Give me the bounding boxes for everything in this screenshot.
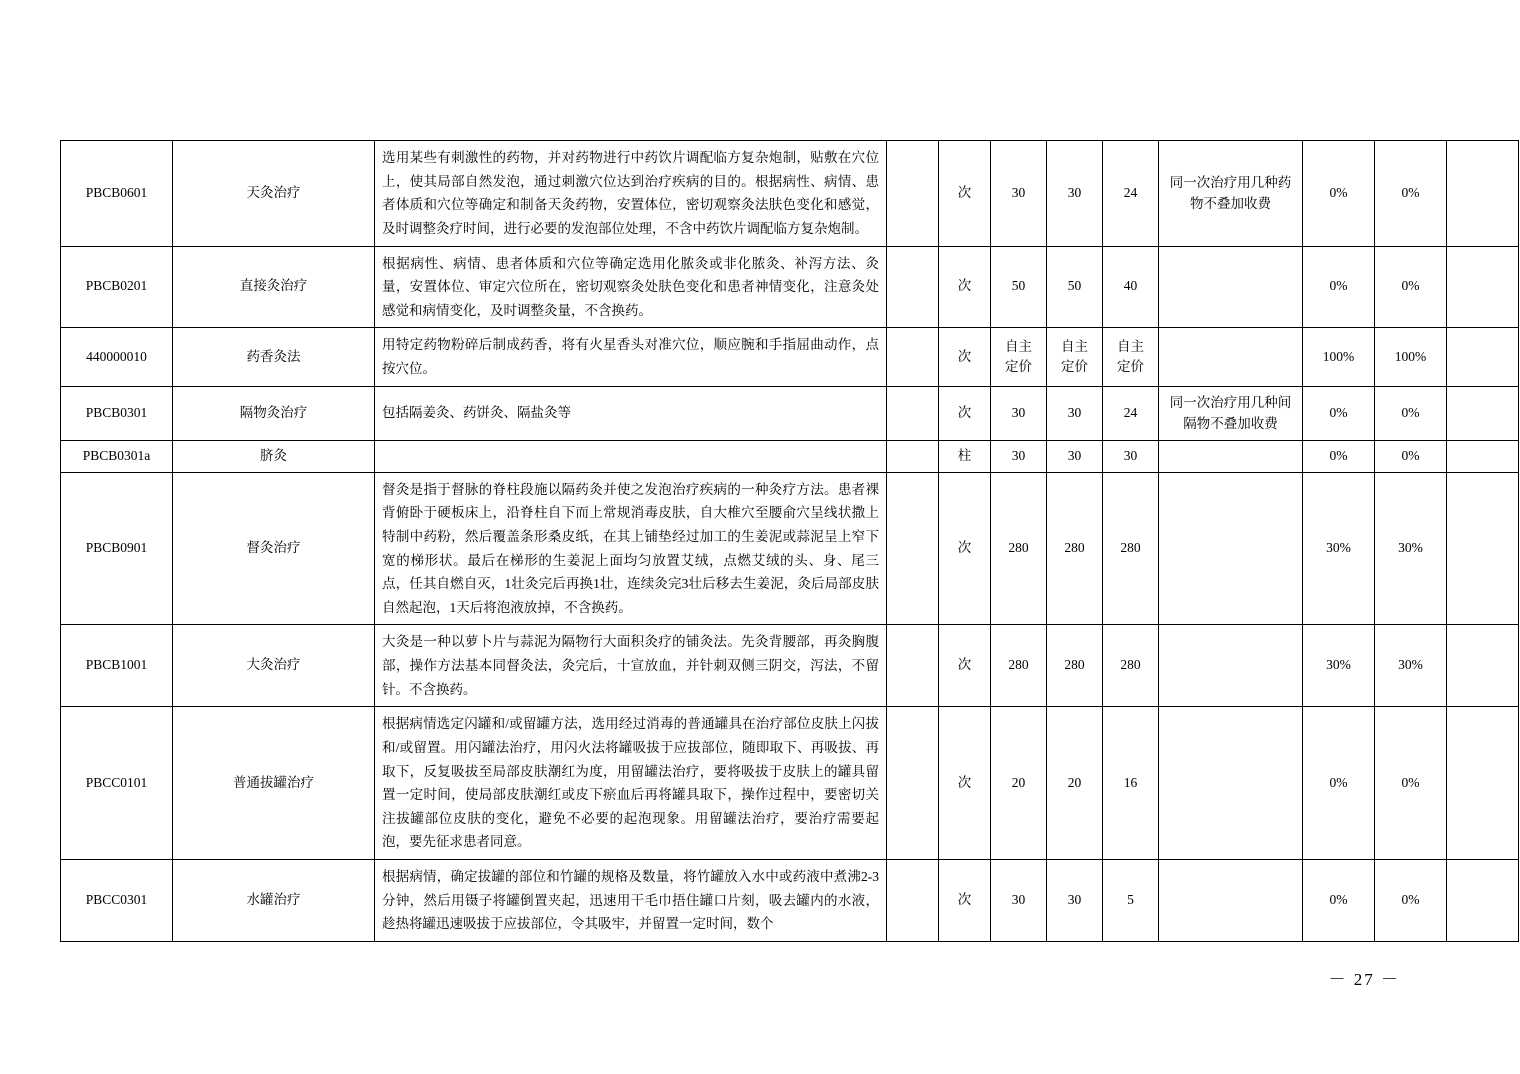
cell-project-code: PBCC0301 bbox=[61, 860, 173, 942]
cell-price-2: 280 bbox=[1047, 625, 1103, 707]
cell-project-name: 脐灸 bbox=[173, 440, 375, 472]
cell-note bbox=[1159, 472, 1303, 625]
cell-excluded-content bbox=[887, 440, 939, 472]
cell-price-1: 30 bbox=[991, 386, 1047, 440]
cell-price-1: 30 bbox=[991, 141, 1047, 247]
cell-note bbox=[1159, 440, 1303, 472]
cell-pricing-unit: 次 bbox=[939, 707, 991, 860]
cell-excluded-content bbox=[887, 860, 939, 942]
cell-note bbox=[1159, 328, 1303, 386]
cell-project-name: 水罐治疗 bbox=[173, 860, 375, 942]
table-row bbox=[61, 141, 1519, 247]
cell-price-2: 280 bbox=[1047, 472, 1103, 625]
cell-remark bbox=[1447, 386, 1519, 440]
cell-note bbox=[1159, 625, 1303, 707]
cell-note bbox=[1159, 246, 1303, 328]
cell-project-description: 督灸是指于督脉的脊柱段施以隔药灸并使之发泡治疗疾病的一种灸疗方法。患者裸背俯卧于硬板床上，沿脊柱自下而上常规消毒皮肤，自大椎穴至腰俞穴呈线状撒上特制中药粉，然后覆盖条形桑皮纸，在其上铺垫经过加工的生姜泥或蒜泥呈上窄下宽的梯形状。最后在梯形的生姜泥上面均匀放置艾绒，点燃艾绒的头、身、尾三点，任其自燃自灭，1壮灸完后再换1壮，连续灸完3壮后移去生姜泥，灸后局部皮肤自然起泡，1天后将泡液放掉，不含换药。 bbox=[375, 472, 887, 625]
cell-project-description: 用特定药物粉碎后制成药香，将有火星香头对准穴位，顺应腕和手指屈曲动作，点按穴位。 bbox=[375, 328, 887, 386]
cell-project-description: 大灸是一种以萝卜片与蒜泥为隔物行大面积灸疗的铺灸法。先灸背腰部，再灸胸腹部，操作方法基本同督灸法，灸完后，十宣放血，并针刺双侧三阴交，泻法，不留针。不含换药。 bbox=[375, 625, 887, 707]
cell-price-3: 280 bbox=[1103, 472, 1159, 625]
cell-price-2: 30 bbox=[1047, 860, 1103, 942]
cell-line: 定价 bbox=[1061, 359, 1088, 374]
cell-ratio-1: 0% bbox=[1303, 707, 1375, 860]
cell-pricing-unit: 柱 bbox=[939, 440, 991, 472]
cell-remark bbox=[1447, 440, 1519, 472]
cell-line: 自主 bbox=[1005, 338, 1032, 354]
cell-project-code: PBCB0301a bbox=[61, 440, 173, 472]
price-table-container bbox=[60, 140, 1460, 942]
cell-project-description: 根据病情，确定拔罐的部位和竹罐的规格及数量，将竹罐放入水中或药液中煮沸2-3分钟，然后用镊子将罐倒置夹起，迅速用干毛巾捂住罐口片刻，吸去罐内的水液，趁热将罐迅速吸拔于应拔部位，令其吸牢，并留置一定时间，数个 bbox=[375, 860, 887, 942]
cell-price-2: 30 bbox=[1047, 440, 1103, 472]
cell-remark bbox=[1447, 625, 1519, 707]
cell-price-3: 24 bbox=[1103, 386, 1159, 440]
cell-pricing-unit: 次 bbox=[939, 328, 991, 386]
cell-project-name: 天灸治疗 bbox=[173, 141, 375, 247]
cell-excluded-content bbox=[887, 141, 939, 247]
cell-note: 同一次治疗用几种药物不叠加收费 bbox=[1159, 141, 1303, 247]
cell-project-code: PBCB0901 bbox=[61, 472, 173, 625]
cell-ratio-1: 0% bbox=[1303, 860, 1375, 942]
cell-price-2 bbox=[1047, 328, 1103, 386]
cell-project-name: 直接灸治疗 bbox=[173, 246, 375, 328]
cell-price-1: 30 bbox=[991, 860, 1047, 942]
cell-ratio-2: 30% bbox=[1375, 472, 1447, 625]
cell-price-3 bbox=[1103, 328, 1159, 386]
cell-excluded-content bbox=[887, 625, 939, 707]
cell-ratio-2: 0% bbox=[1375, 440, 1447, 472]
cell-excluded-content bbox=[887, 707, 939, 860]
cell-remark bbox=[1447, 707, 1519, 860]
cell-ratio-2: 0% bbox=[1375, 707, 1447, 860]
cell-ratio-2: 0% bbox=[1375, 246, 1447, 328]
cell-price-3: 40 bbox=[1103, 246, 1159, 328]
cell-excluded-content bbox=[887, 472, 939, 625]
table-row bbox=[61, 440, 1519, 472]
cell-price-1: 30 bbox=[991, 440, 1047, 472]
table-row bbox=[61, 707, 1519, 860]
table-row bbox=[61, 625, 1519, 707]
cell-pricing-unit: 次 bbox=[939, 860, 991, 942]
table-row bbox=[61, 386, 1519, 440]
cell-remark bbox=[1447, 472, 1519, 625]
cell-price-2: 50 bbox=[1047, 246, 1103, 328]
cell-price-1: 280 bbox=[991, 625, 1047, 707]
cell-project-code: PBCB0601 bbox=[61, 141, 173, 247]
cell-project-description: 根据病性、病情、患者体质和穴位等确定选用化脓灸或非化脓灸、补泻方法、灸量，安置体位、审定穴位所在，密切观察灸处肤色变化和患者神情变化，注意灸处感觉和病情变化，及时调整灸量，不含换药。 bbox=[375, 246, 887, 328]
cell-price-1: 280 bbox=[991, 472, 1047, 625]
cell-remark bbox=[1447, 141, 1519, 247]
cell-pricing-unit: 次 bbox=[939, 141, 991, 247]
cell-excluded-content bbox=[887, 246, 939, 328]
cell-project-code: 440000010 bbox=[61, 328, 173, 386]
cell-project-code: PBCB1001 bbox=[61, 625, 173, 707]
cell-ratio-2: 0% bbox=[1375, 386, 1447, 440]
cell-ratio-1: 100% bbox=[1303, 328, 1375, 386]
medical-service-price-table bbox=[60, 140, 1519, 942]
cell-ratio-1: 0% bbox=[1303, 141, 1375, 247]
cell-price-3: 30 bbox=[1103, 440, 1159, 472]
cell-ratio-2: 100% bbox=[1375, 328, 1447, 386]
cell-project-description: 包括隔姜灸、药饼灸、隔盐灸等 bbox=[375, 386, 887, 440]
cell-project-name: 大灸治疗 bbox=[173, 625, 375, 707]
cell-line: 自主 bbox=[1117, 338, 1144, 354]
cell-project-description bbox=[375, 440, 887, 472]
cell-project-name: 普通拔罐治疗 bbox=[173, 707, 375, 860]
cell-price-3: 280 bbox=[1103, 625, 1159, 707]
table-row bbox=[61, 328, 1519, 386]
cell-remark bbox=[1447, 246, 1519, 328]
cell-price-1: 20 bbox=[991, 707, 1047, 860]
cell-price-3: 16 bbox=[1103, 707, 1159, 860]
cell-remark bbox=[1447, 860, 1519, 942]
cell-price-1 bbox=[991, 328, 1047, 386]
cell-ratio-1: 0% bbox=[1303, 386, 1375, 440]
cell-line: 定价 bbox=[1005, 359, 1032, 374]
cell-note bbox=[1159, 707, 1303, 860]
cell-price-3: 24 bbox=[1103, 141, 1159, 247]
table-row bbox=[61, 860, 1519, 942]
table-body bbox=[61, 141, 1519, 942]
cell-ratio-1: 0% bbox=[1303, 440, 1375, 472]
cell-excluded-content bbox=[887, 386, 939, 440]
cell-note: 同一次治疗用几种间隔物不叠加收费 bbox=[1159, 386, 1303, 440]
table-row bbox=[61, 472, 1519, 625]
cell-price-2: 20 bbox=[1047, 707, 1103, 860]
cell-remark bbox=[1447, 328, 1519, 386]
cell-project-name: 药香灸法 bbox=[173, 328, 375, 386]
cell-project-name: 督灸治疗 bbox=[173, 472, 375, 625]
cell-project-code: PBCB0201 bbox=[61, 246, 173, 328]
cell-project-code: PBCB0301 bbox=[61, 386, 173, 440]
cell-price-3: 5 bbox=[1103, 860, 1159, 942]
cell-excluded-content bbox=[887, 328, 939, 386]
cell-line: 定价 bbox=[1117, 359, 1144, 374]
cell-project-description: 选用某些有刺激性的药物，并对药物进行中药饮片调配临方复杂炮制，贴敷在穴位上，使其局部自然发泡，通过刺激穴位达到治疗疾病的目的。根据病性、病情、患者体质和穴位等确定和制备天灸药物，安置体位，密切观察灸法肤色变化和感觉，及时调整灸疗时间，进行必要的发泡部位处理，不含中药饮片调配临方复杂炮制。 bbox=[375, 141, 887, 247]
page-number: － 27 － bbox=[1328, 970, 1400, 989]
cell-ratio-2: 0% bbox=[1375, 141, 1447, 247]
table-row bbox=[61, 246, 1519, 328]
cell-project-description: 根据病情选定闪罐和/或留罐方法，选用经过消毒的普通罐具在治疗部位皮肤上闪拔和/或留置。用闪罐法治疗，用闪火法将罐吸拔于应拔部位，随即取下、再吸拔、再取下，反复吸拔至局部皮肤潮红为度，用留罐法治疗，要将吸拔于皮肤上的罐具留置一定时间，使局部皮肤潮红或皮下瘀血后再将罐具取下，操作过程中，要密切关注拔罐部位皮肤的变化，避免不必要的起泡现象。用留罐法治疗，要治疗需要起泡，要先征求患者同意。 bbox=[375, 707, 887, 860]
cell-project-code: PBCC0101 bbox=[61, 707, 173, 860]
cell-price-2: 30 bbox=[1047, 386, 1103, 440]
cell-pricing-unit: 次 bbox=[939, 246, 991, 328]
cell-ratio-2: 30% bbox=[1375, 625, 1447, 707]
cell-project-name: 隔物灸治疗 bbox=[173, 386, 375, 440]
cell-ratio-1: 0% bbox=[1303, 246, 1375, 328]
cell-price-2: 30 bbox=[1047, 141, 1103, 247]
cell-ratio-1: 30% bbox=[1303, 625, 1375, 707]
cell-pricing-unit: 次 bbox=[939, 386, 991, 440]
cell-note bbox=[1159, 860, 1303, 942]
cell-pricing-unit: 次 bbox=[939, 625, 991, 707]
cell-price-1: 50 bbox=[991, 246, 1047, 328]
cell-pricing-unit: 次 bbox=[939, 472, 991, 625]
cell-ratio-2: 0% bbox=[1375, 860, 1447, 942]
cell-line: 自主 bbox=[1061, 338, 1088, 354]
cell-ratio-1: 30% bbox=[1303, 472, 1375, 625]
